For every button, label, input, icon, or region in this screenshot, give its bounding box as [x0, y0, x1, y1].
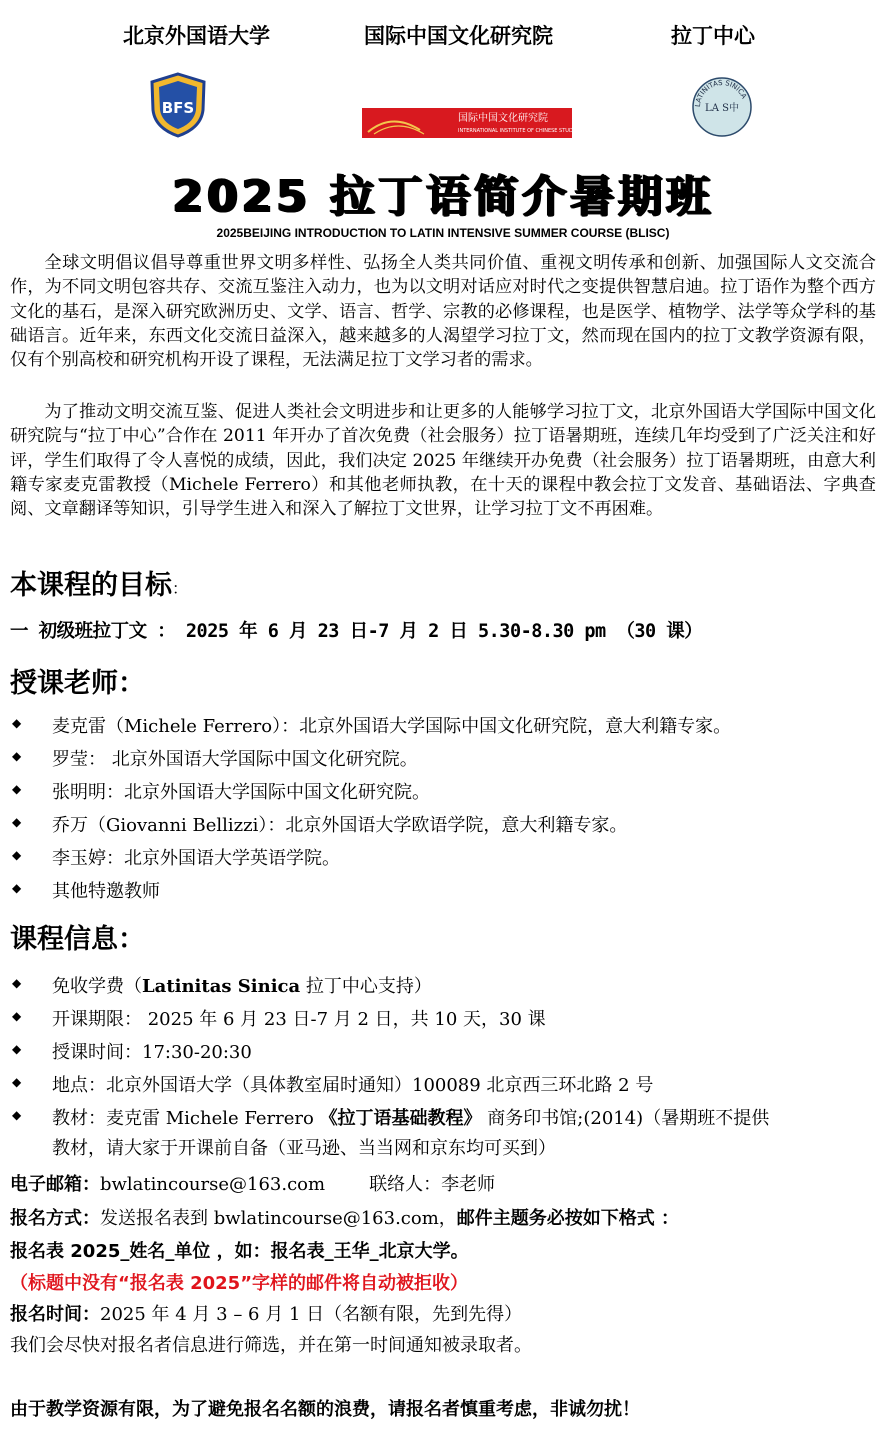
info-book-line2: 教材，请大家于开课前自备（亚马逊、当当网和京东均可买到） [52, 1138, 556, 1159]
apply-format-line: 报名表 2025_姓名_单位 ，如：报名表_王华_北京大学。 [10, 1241, 469, 1262]
contact-line: 电子邮箱：bwlatincourse@163.com 联络人：李老师 [10, 1174, 496, 1195]
info-fee: 免收学费（Latinitas Sinica 拉丁中心支持） [52, 976, 432, 997]
apply-warning-line: （标题中没有“报名表 2025”字样的邮件将自动被拒收） [10, 1273, 469, 1294]
latinitas-sinica-ring-text: LATINITAS SINICA [693, 78, 749, 108]
bullet-icon: ◆ [12, 716, 22, 730]
info-book: 教材：麦克雷 Michele Ferrero 《拉丁语基础教程》 商务印书馆;(2014)（暑期班不提供 [52, 1108, 770, 1129]
bullet-icon: ◆ [12, 815, 22, 829]
iics-logo-en: INTERNATIONAL INSTITUTE OF CHINESE STUDIES [458, 128, 572, 134]
bullet-icon: ◆ [12, 782, 22, 796]
bullet-icon: ◆ [12, 1009, 22, 1023]
header-iics: 国际中国文化研究院 [364, 24, 553, 48]
header-latin-center: 拉丁中心 [671, 24, 755, 48]
latinitas-sinica-center: LA S中 [705, 103, 739, 114]
iics-logo [362, 108, 572, 138]
goal-heading: 本课程的目标： [10, 570, 189, 601]
intro-paragraph-1: 全球文明倡议倡导尊重世界文明多样性、弘扬全人类共同价值、重视文明传承和创新、加强国际人文交流合作，为不同文明包容共存、交流互鉴注入动力，也为以文明对话应对时代之变提供智慧启迪。拉丁语作为整个西方文化的基石，是深入研究欧洲历史、文学、语言、哲学、宗教的必修课程，也是医学、植物学、法学等众学科的基础语言。近年来，东西文化交流日益深入，越来越多的人渴望学习拉丁文，然而现在国内的拉丁文教学资源有限，仅有个别高校和研究机构开设了课程，无法满足拉丁文学习者的需求。 [10, 253, 876, 371]
apply-method-line: 报名方式：发送报名表到 bwlatincourse@163.com，邮件主题务必按如下格式 ： [10, 1208, 680, 1229]
bullet-icon: ◆ [12, 749, 22, 763]
page-title: 2025 拉丁语简介暑期班 [172, 171, 714, 222]
apply-final-line: 由于教学资源有限，为了避免报名名额的浪费，请报名者慎重考虑，非诚勿扰！ [10, 1399, 640, 1420]
apply-time-line: 报名时间：2025 年 4 月 3 – 6 月 1 日（名额有限，先到先得） [10, 1304, 523, 1325]
bullet-icon: ◆ [12, 1108, 22, 1122]
info-place: 地点：北京外国语大学（具体教室届时通知）100089 北京西三环北路 2 号 [52, 1075, 654, 1096]
bullet-icon: ◆ [12, 848, 22, 862]
info-heading: 课程信息： [10, 924, 145, 955]
teacher-item: 李玉婷：北京外国语大学英语学院。 [52, 848, 340, 869]
intro-paragraph-2: 为了推动文明交流互鉴、促进人类社会文明进步和让更多的人能够学习拉丁文，北京外国语大学国际中国文化研究院与“拉丁中心”合作在 2011 年开办了首次免费（社会服务）拉丁语暑期班，连续几年均受到了广泛关注和好评，学生们取得了令人喜悦的成绩，因此，我们决定 2025 年继续开办免费（社会服务）拉丁语暑期班，由意大利籍专家麦克雷教授（Michele Ferrero）和其他老师执教，在十天的课程中教会拉丁文发音、基础语法、字典查阅、文章翻译等知识，引导学生进入和深入了解拉丁文世界，让学习拉丁文不再困难。 [10, 402, 876, 520]
bullet-icon: ◆ [12, 976, 22, 990]
bullet-icon: ◆ [12, 1075, 22, 1089]
teacher-item: 麦克雷（Michele Ferrero）：北京外国语大学国际中国文化研究院，意大利籍专家。 [52, 716, 732, 737]
header-bfsu: 北京外国语大学 [123, 24, 270, 48]
teachers-heading: 授课老师： [10, 668, 145, 699]
bfsu-logo [149, 72, 207, 138]
teacher-item: 其他特邀教师 [52, 881, 160, 902]
teacher-item: 罗莹： 北京外国语大学国际中国文化研究院。 [52, 749, 418, 770]
page-subtitle: 2025BEIJING INTRODUCTION TO LATIN INTENSIVE SUMMER COURSE (BLISC) [216, 226, 670, 240]
iics-logo-cn: 国际中国文化研究院 [458, 113, 548, 124]
bullet-icon: ◆ [12, 881, 22, 895]
latinitas-sinica-logo [691, 76, 753, 138]
teacher-item: 乔万（Giovanni Bellizzi）：北京外国语大学欧语学院，意大利籍专家。 [52, 815, 628, 836]
apply-notice-line: 我们会尽快对报名者信息进行筛选，并在第一时间通知被录取者。 [10, 1335, 532, 1356]
info-time: 授课时间：17:30-20:30 [52, 1042, 252, 1063]
teacher-item: 张明明：北京外国语大学国际中国文化研究院。 [52, 782, 430, 803]
info-period: 开课期限： 2025 年 6 月 23 日-7 月 2 日，共 10 天，30 课 [52, 1009, 546, 1030]
goal-line: 一 初级班拉丁文 ： 2025 年 6 月 23 日-7 月 2 日 5.30-8.30 pm （30 课） [10, 621, 703, 642]
bullet-icon: ◆ [12, 1042, 22, 1056]
bfsu-logo-text: BFS [161, 99, 195, 117]
contact-email[interactable]: bwlatincourse@163.com [100, 1174, 326, 1195]
